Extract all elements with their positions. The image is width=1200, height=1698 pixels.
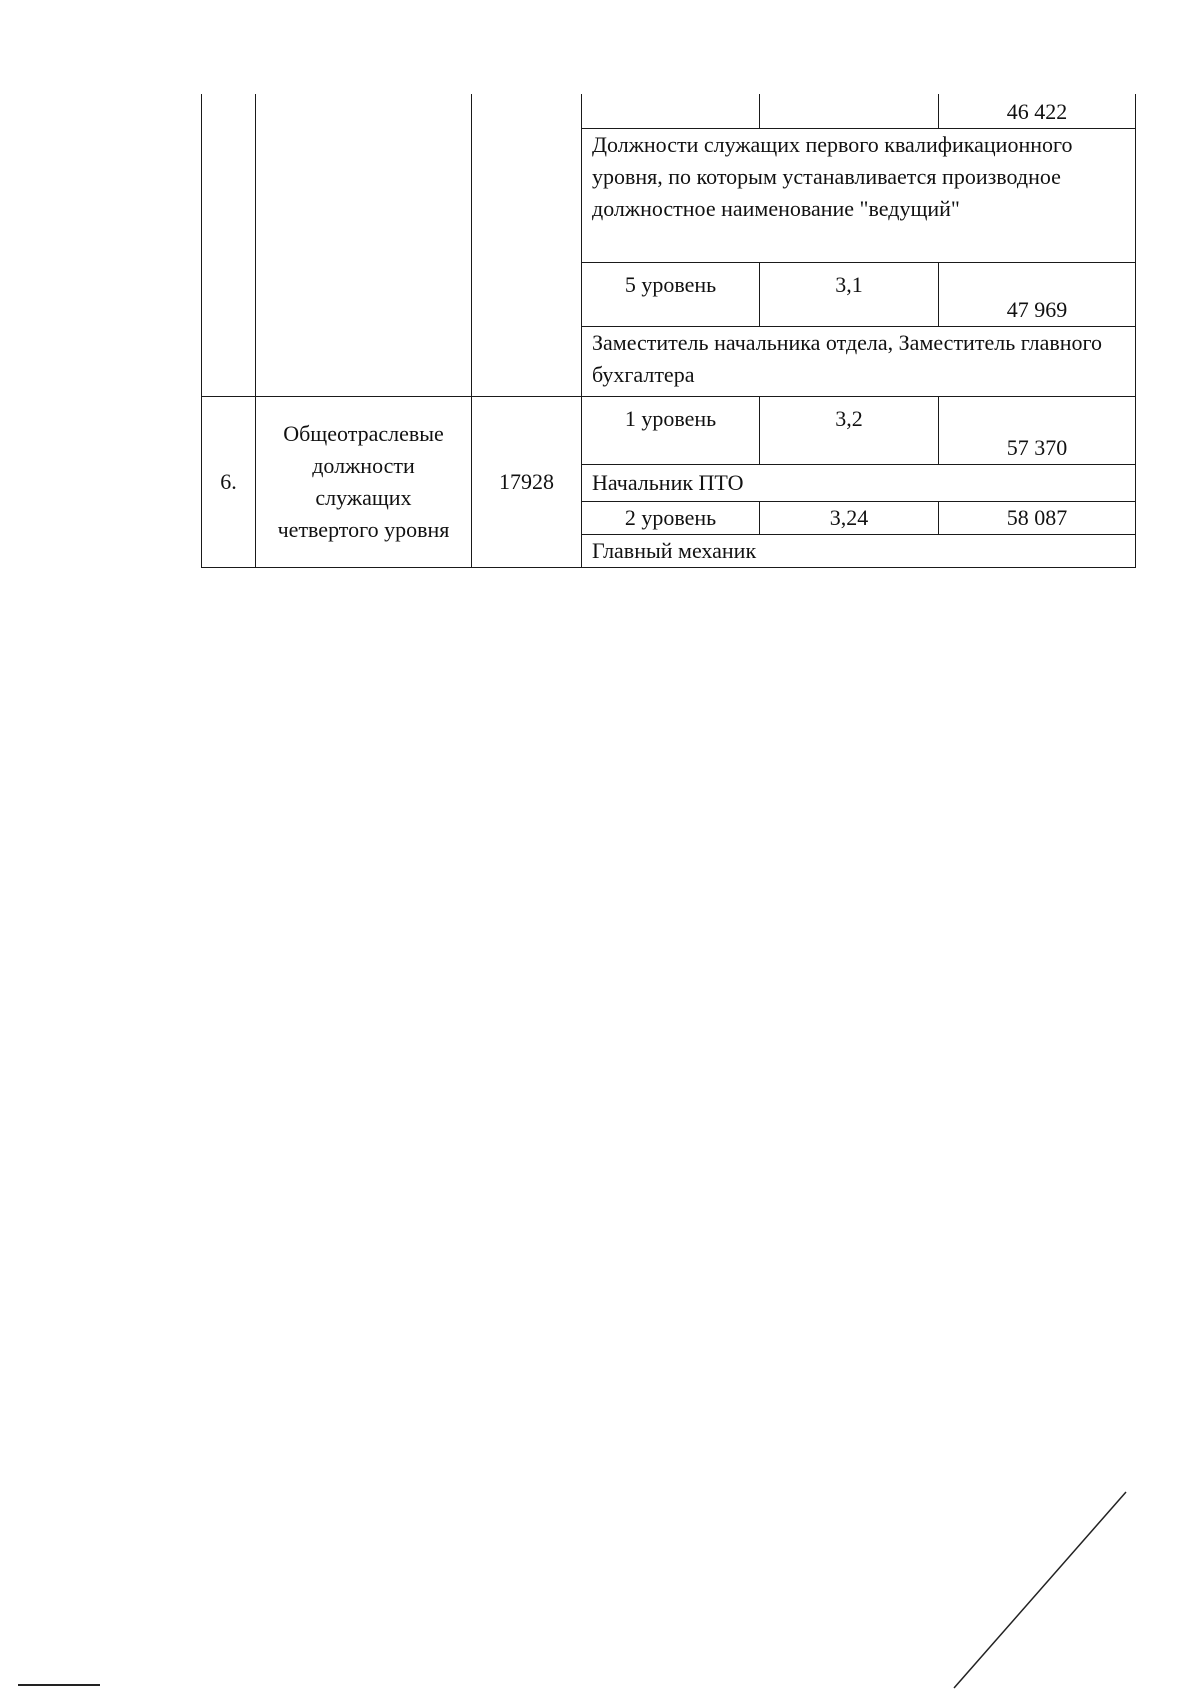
table-row xyxy=(202,94,1136,128)
amount-cell: 47 969 xyxy=(939,262,1136,326)
group-description: Должности служащих первого квалификационного уровня, по которым устанавливается производное должностное наименование "ведущий" xyxy=(582,128,1136,262)
coef-cell: 3,2 xyxy=(760,396,939,464)
table-row xyxy=(202,396,1136,464)
base-cell-continued xyxy=(472,94,582,396)
coef-cell: 3,1 xyxy=(760,262,939,326)
corner-dash-mark xyxy=(18,1684,100,1686)
positions-cell: Заместитель начальника отдела, Заместитель главного бухгалтера xyxy=(582,326,1136,396)
diagonal-stroke-mark xyxy=(950,1490,1130,1690)
coef-cell-continued xyxy=(760,94,939,128)
salary-table xyxy=(201,94,1136,568)
positions-cell: Главный механик xyxy=(582,534,1136,567)
amount-cell: 46 422 xyxy=(939,94,1136,128)
level-cell-continued xyxy=(582,94,760,128)
level-cell: 5 уровень xyxy=(582,262,760,326)
positions-cell: Начальник ПТО xyxy=(582,464,1136,501)
group-cell-continued xyxy=(256,94,472,396)
amount-cell: 57 370 xyxy=(939,396,1136,464)
row-number: 6. xyxy=(202,396,256,567)
level-cell: 2 уровень xyxy=(582,501,760,534)
group-name: Общеотраслевые должности служащих четвертого уровня xyxy=(256,396,472,567)
level-cell: 1 уровень xyxy=(582,396,760,464)
coef-cell: 3,24 xyxy=(760,501,939,534)
base-salary: 17928 xyxy=(472,396,582,567)
num-cell-continued xyxy=(202,94,256,396)
amount-cell: 58 087 xyxy=(939,501,1136,534)
